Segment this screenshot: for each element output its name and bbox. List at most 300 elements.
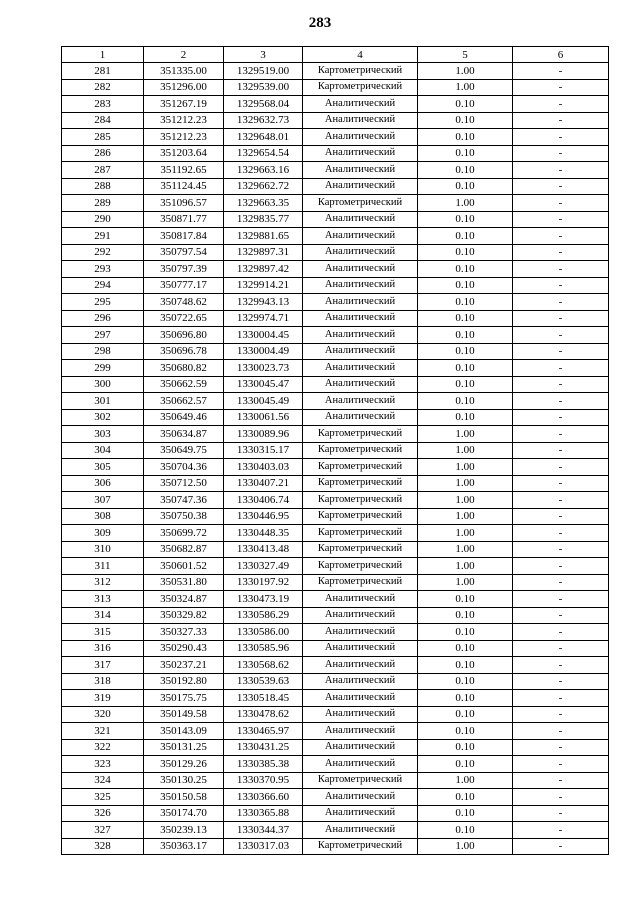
point-number-cell: 288	[62, 178, 144, 195]
table-row	[62, 789, 609, 806]
method-cell: Аналитический	[303, 409, 418, 426]
table-row	[62, 607, 609, 624]
y-coordinate-cell: 1330045.47	[224, 376, 303, 393]
point-number-cell: 298	[62, 343, 144, 360]
note-cell: -	[513, 376, 609, 393]
accuracy-cell: 1.00	[418, 838, 513, 855]
accuracy-cell: 1.00	[418, 541, 513, 558]
x-coordinate-cell: 350327.33	[144, 624, 224, 641]
note-cell: -	[513, 426, 609, 443]
x-coordinate-cell: 351296.00	[144, 79, 224, 96]
table-row	[62, 228, 609, 245]
x-coordinate-cell: 350712.50	[144, 475, 224, 492]
method-cell: Картометрический	[303, 63, 418, 80]
accuracy-cell: 1.00	[418, 492, 513, 509]
x-coordinate-cell: 350696.78	[144, 343, 224, 360]
method-cell: Аналитический	[303, 145, 418, 162]
note-cell: -	[513, 822, 609, 839]
note-cell: -	[513, 79, 609, 96]
note-cell: -	[513, 772, 609, 789]
x-coordinate-cell: 350649.75	[144, 442, 224, 459]
x-coordinate-cell: 350129.26	[144, 756, 224, 773]
method-cell: Аналитический	[303, 756, 418, 773]
y-coordinate-cell: 1329662.72	[224, 178, 303, 195]
y-coordinate-cell: 1330023.73	[224, 360, 303, 377]
method-cell: Аналитический	[303, 228, 418, 245]
y-coordinate-cell: 1330478.62	[224, 706, 303, 723]
note-cell: -	[513, 244, 609, 261]
note-cell: -	[513, 640, 609, 657]
table-row	[62, 426, 609, 443]
method-cell: Картометрический	[303, 541, 418, 558]
table-row	[62, 822, 609, 839]
method-cell: Аналитический	[303, 327, 418, 344]
point-number-cell: 285	[62, 129, 144, 146]
note-cell: -	[513, 723, 609, 740]
point-number-cell: 318	[62, 673, 144, 690]
x-coordinate-cell: 350750.38	[144, 508, 224, 525]
x-coordinate-cell: 350699.72	[144, 525, 224, 542]
note-cell: -	[513, 178, 609, 195]
point-number-cell: 314	[62, 607, 144, 624]
x-coordinate-cell: 350150.58	[144, 789, 224, 806]
x-coordinate-cell: 350634.87	[144, 426, 224, 443]
note-cell: -	[513, 310, 609, 327]
y-coordinate-cell: 1330317.03	[224, 838, 303, 855]
y-coordinate-cell: 1330539.63	[224, 673, 303, 690]
table-row	[62, 772, 609, 789]
point-number-cell: 311	[62, 558, 144, 575]
accuracy-cell: 0.10	[418, 277, 513, 294]
table-row	[62, 195, 609, 212]
coordinates-table	[61, 46, 609, 855]
table-row	[62, 690, 609, 707]
point-number-cell: 303	[62, 426, 144, 443]
x-coordinate-cell: 351124.45	[144, 178, 224, 195]
method-cell: Картометрический	[303, 195, 418, 212]
note-cell: -	[513, 492, 609, 509]
method-cell: Картометрический	[303, 772, 418, 789]
x-coordinate-cell: 351267.19	[144, 96, 224, 113]
point-number-cell: 301	[62, 393, 144, 410]
accuracy-cell: 0.10	[418, 640, 513, 657]
note-cell: -	[513, 195, 609, 212]
note-cell: -	[513, 838, 609, 855]
y-coordinate-cell: 1330327.49	[224, 558, 303, 575]
accuracy-cell: 0.10	[418, 805, 513, 822]
note-cell: -	[513, 739, 609, 756]
point-number-cell: 282	[62, 79, 144, 96]
point-number-cell: 300	[62, 376, 144, 393]
point-number-cell: 326	[62, 805, 144, 822]
method-cell: Аналитический	[303, 178, 418, 195]
y-coordinate-cell: 1330446.95	[224, 508, 303, 525]
y-coordinate-cell: 1330518.45	[224, 690, 303, 707]
point-number-cell: 299	[62, 360, 144, 377]
note-cell: -	[513, 789, 609, 806]
x-coordinate-cell: 350696.80	[144, 327, 224, 344]
x-coordinate-cell: 350531.80	[144, 574, 224, 591]
accuracy-cell: 0.10	[418, 211, 513, 228]
method-cell: Картометрический	[303, 508, 418, 525]
accuracy-cell: 1.00	[418, 459, 513, 476]
x-coordinate-cell: 350143.09	[144, 723, 224, 740]
table-row	[62, 63, 609, 80]
y-coordinate-cell: 1330406.74	[224, 492, 303, 509]
method-cell: Аналитический	[303, 162, 418, 179]
table-row	[62, 624, 609, 641]
table-row	[62, 409, 609, 426]
y-coordinate-cell: 1330586.29	[224, 607, 303, 624]
method-cell: Аналитический	[303, 129, 418, 146]
note-cell: -	[513, 442, 609, 459]
point-number-cell: 307	[62, 492, 144, 509]
note-cell: -	[513, 145, 609, 162]
accuracy-cell: 0.10	[418, 228, 513, 245]
method-cell: Аналитический	[303, 822, 418, 839]
x-coordinate-cell: 350682.87	[144, 541, 224, 558]
x-coordinate-cell: 350601.52	[144, 558, 224, 575]
y-coordinate-cell: 1330365.88	[224, 805, 303, 822]
accuracy-cell: 0.10	[418, 822, 513, 839]
point-number-cell: 317	[62, 657, 144, 674]
x-coordinate-cell: 350174.70	[144, 805, 224, 822]
table-row	[62, 739, 609, 756]
accuracy-cell: 1.00	[418, 525, 513, 542]
x-coordinate-cell: 350704.36	[144, 459, 224, 476]
method-cell: Картометрический	[303, 558, 418, 575]
table-row	[62, 112, 609, 129]
point-number-cell: 328	[62, 838, 144, 855]
note-cell: -	[513, 525, 609, 542]
column-header: 5	[418, 47, 513, 63]
y-coordinate-cell: 1330061.56	[224, 409, 303, 426]
table-row	[62, 211, 609, 228]
note-cell: -	[513, 261, 609, 278]
point-number-cell: 295	[62, 294, 144, 311]
x-coordinate-cell: 350649.46	[144, 409, 224, 426]
method-cell: Аналитический	[303, 211, 418, 228]
table-body	[62, 63, 609, 855]
x-coordinate-cell: 350748.62	[144, 294, 224, 311]
accuracy-cell: 1.00	[418, 442, 513, 459]
note-cell: -	[513, 63, 609, 80]
note-cell: -	[513, 294, 609, 311]
x-coordinate-cell: 350363.17	[144, 838, 224, 855]
method-cell: Аналитический	[303, 690, 418, 707]
note-cell: -	[513, 112, 609, 129]
x-coordinate-cell: 350797.54	[144, 244, 224, 261]
point-number-cell: 324	[62, 772, 144, 789]
method-cell: Аналитический	[303, 607, 418, 624]
table-row	[62, 261, 609, 278]
column-header: 1	[62, 47, 144, 63]
x-coordinate-cell: 350680.82	[144, 360, 224, 377]
accuracy-cell: 0.10	[418, 739, 513, 756]
accuracy-cell: 1.00	[418, 63, 513, 80]
method-cell: Аналитический	[303, 805, 418, 822]
y-coordinate-cell: 1329648.01	[224, 129, 303, 146]
point-number-cell: 305	[62, 459, 144, 476]
note-cell: -	[513, 706, 609, 723]
point-number-cell: 316	[62, 640, 144, 657]
point-number-cell: 321	[62, 723, 144, 740]
method-cell: Аналитический	[303, 360, 418, 377]
accuracy-cell: 0.10	[418, 690, 513, 707]
y-coordinate-cell: 1330315.17	[224, 442, 303, 459]
table-header-row	[62, 47, 609, 63]
method-cell: Картометрический	[303, 79, 418, 96]
accuracy-cell: 1.00	[418, 772, 513, 789]
table-row	[62, 525, 609, 542]
y-coordinate-cell: 1329943.13	[224, 294, 303, 311]
y-coordinate-cell: 1330370.95	[224, 772, 303, 789]
method-cell: Аналитический	[303, 624, 418, 641]
method-cell: Аналитический	[303, 376, 418, 393]
x-coordinate-cell: 350175.75	[144, 690, 224, 707]
x-coordinate-cell: 351096.57	[144, 195, 224, 212]
table-row	[62, 838, 609, 855]
note-cell: -	[513, 805, 609, 822]
table-row	[62, 178, 609, 195]
y-coordinate-cell: 1330197.92	[224, 574, 303, 591]
note-cell: -	[513, 360, 609, 377]
note-cell: -	[513, 657, 609, 674]
table-row	[62, 508, 609, 525]
table-row	[62, 310, 609, 327]
method-cell: Аналитический	[303, 789, 418, 806]
method-cell: Аналитический	[303, 657, 418, 674]
y-coordinate-cell: 1330465.97	[224, 723, 303, 740]
table-row	[62, 376, 609, 393]
point-number-cell: 281	[62, 63, 144, 80]
x-coordinate-cell: 351212.23	[144, 129, 224, 146]
note-cell: -	[513, 393, 609, 410]
y-coordinate-cell: 1330045.49	[224, 393, 303, 410]
y-coordinate-cell: 1330413.48	[224, 541, 303, 558]
point-number-cell: 283	[62, 96, 144, 113]
method-cell: Аналитический	[303, 591, 418, 608]
y-coordinate-cell: 1330089.96	[224, 426, 303, 443]
accuracy-cell: 0.10	[418, 129, 513, 146]
point-number-cell: 320	[62, 706, 144, 723]
point-number-cell: 293	[62, 261, 144, 278]
y-coordinate-cell: 1330473.19	[224, 591, 303, 608]
method-cell: Картометрический	[303, 426, 418, 443]
table-row	[62, 574, 609, 591]
y-coordinate-cell: 1330585.96	[224, 640, 303, 657]
y-coordinate-cell: 1329914.21	[224, 277, 303, 294]
accuracy-cell: 0.10	[418, 178, 513, 195]
accuracy-cell: 0.10	[418, 789, 513, 806]
method-cell: Картометрический	[303, 525, 418, 542]
y-coordinate-cell: 1330366.60	[224, 789, 303, 806]
accuracy-cell: 0.10	[418, 393, 513, 410]
y-coordinate-cell: 1329835.77	[224, 211, 303, 228]
column-header: 6	[513, 47, 609, 63]
point-number-cell: 322	[62, 739, 144, 756]
point-number-cell: 289	[62, 195, 144, 212]
note-cell: -	[513, 624, 609, 641]
y-coordinate-cell: 1330004.45	[224, 327, 303, 344]
accuracy-cell: 0.10	[418, 673, 513, 690]
note-cell: -	[513, 343, 609, 360]
accuracy-cell: 0.10	[418, 112, 513, 129]
x-coordinate-cell: 351335.00	[144, 63, 224, 80]
method-cell: Аналитический	[303, 261, 418, 278]
table-row	[62, 706, 609, 723]
y-coordinate-cell: 1330385.38	[224, 756, 303, 773]
table-row	[62, 145, 609, 162]
note-cell: -	[513, 591, 609, 608]
x-coordinate-cell: 350662.57	[144, 393, 224, 410]
method-cell: Аналитический	[303, 640, 418, 657]
column-header: 4	[303, 47, 418, 63]
method-cell: Аналитический	[303, 343, 418, 360]
note-cell: -	[513, 607, 609, 624]
accuracy-cell: 0.10	[418, 607, 513, 624]
accuracy-cell: 0.10	[418, 162, 513, 179]
table-row	[62, 673, 609, 690]
method-cell: Аналитический	[303, 706, 418, 723]
accuracy-cell: 1.00	[418, 195, 513, 212]
x-coordinate-cell: 350131.25	[144, 739, 224, 756]
method-cell: Картометрический	[303, 459, 418, 476]
accuracy-cell: 1.00	[418, 475, 513, 492]
table-row	[62, 393, 609, 410]
accuracy-cell: 0.10	[418, 244, 513, 261]
point-number-cell: 306	[62, 475, 144, 492]
method-cell: Аналитический	[303, 673, 418, 690]
table-row	[62, 294, 609, 311]
point-number-cell: 291	[62, 228, 144, 245]
method-cell: Аналитический	[303, 112, 418, 129]
note-cell: -	[513, 541, 609, 558]
point-number-cell: 290	[62, 211, 144, 228]
table-row	[62, 277, 609, 294]
x-coordinate-cell: 350722.65	[144, 310, 224, 327]
y-coordinate-cell: 1329663.16	[224, 162, 303, 179]
table-row	[62, 805, 609, 822]
method-cell: Аналитический	[303, 277, 418, 294]
accuracy-cell: 1.00	[418, 508, 513, 525]
method-cell: Картометрический	[303, 492, 418, 509]
note-cell: -	[513, 756, 609, 773]
table-row	[62, 541, 609, 558]
y-coordinate-cell: 1329663.35	[224, 195, 303, 212]
point-number-cell: 292	[62, 244, 144, 261]
table-row	[62, 327, 609, 344]
note-cell: -	[513, 673, 609, 690]
point-number-cell: 319	[62, 690, 144, 707]
y-coordinate-cell: 1330004.49	[224, 343, 303, 360]
y-coordinate-cell: 1330403.03	[224, 459, 303, 476]
y-coordinate-cell: 1330407.21	[224, 475, 303, 492]
x-coordinate-cell: 350662.59	[144, 376, 224, 393]
note-cell: -	[513, 558, 609, 575]
accuracy-cell: 0.10	[418, 327, 513, 344]
method-cell: Картометрический	[303, 442, 418, 459]
note-cell: -	[513, 475, 609, 492]
y-coordinate-cell: 1330586.00	[224, 624, 303, 641]
x-coordinate-cell: 350817.84	[144, 228, 224, 245]
method-cell: Картометрический	[303, 574, 418, 591]
y-coordinate-cell: 1329568.04	[224, 96, 303, 113]
note-cell: -	[513, 327, 609, 344]
point-number-cell: 308	[62, 508, 144, 525]
y-coordinate-cell: 1329881.65	[224, 228, 303, 245]
point-number-cell: 325	[62, 789, 144, 806]
method-cell: Аналитический	[303, 96, 418, 113]
table-row	[62, 343, 609, 360]
point-number-cell: 309	[62, 525, 144, 542]
point-number-cell: 315	[62, 624, 144, 641]
table-row	[62, 492, 609, 509]
table-row	[62, 756, 609, 773]
point-number-cell: 312	[62, 574, 144, 591]
x-coordinate-cell: 350747.36	[144, 492, 224, 509]
note-cell: -	[513, 162, 609, 179]
point-number-cell: 294	[62, 277, 144, 294]
point-number-cell: 323	[62, 756, 144, 773]
point-number-cell: 296	[62, 310, 144, 327]
note-cell: -	[513, 508, 609, 525]
table-row	[62, 162, 609, 179]
accuracy-cell: 0.10	[418, 145, 513, 162]
table-row	[62, 79, 609, 96]
point-number-cell: 284	[62, 112, 144, 129]
column-header: 3	[224, 47, 303, 63]
accuracy-cell: 1.00	[418, 574, 513, 591]
accuracy-cell: 0.10	[418, 96, 513, 113]
accuracy-cell: 1.00	[418, 79, 513, 96]
x-coordinate-cell: 350797.39	[144, 261, 224, 278]
point-number-cell: 313	[62, 591, 144, 608]
x-coordinate-cell: 350130.25	[144, 772, 224, 789]
note-cell: -	[513, 409, 609, 426]
note-cell: -	[513, 211, 609, 228]
y-coordinate-cell: 1329897.42	[224, 261, 303, 278]
table-row	[62, 442, 609, 459]
method-cell: Картометрический	[303, 475, 418, 492]
table-row	[62, 360, 609, 377]
method-cell: Аналитический	[303, 739, 418, 756]
table-row	[62, 657, 609, 674]
y-coordinate-cell: 1329974.71	[224, 310, 303, 327]
accuracy-cell: 0.10	[418, 756, 513, 773]
accuracy-cell: 1.00	[418, 558, 513, 575]
x-coordinate-cell: 350149.58	[144, 706, 224, 723]
note-cell: -	[513, 228, 609, 245]
y-coordinate-cell: 1329632.73	[224, 112, 303, 129]
point-number-cell: 286	[62, 145, 144, 162]
table-row	[62, 723, 609, 740]
accuracy-cell: 0.10	[418, 310, 513, 327]
method-cell: Аналитический	[303, 310, 418, 327]
y-coordinate-cell: 1329539.00	[224, 79, 303, 96]
y-coordinate-cell: 1329519.00	[224, 63, 303, 80]
y-coordinate-cell: 1329897.31	[224, 244, 303, 261]
table-row	[62, 475, 609, 492]
note-cell: -	[513, 459, 609, 476]
method-cell: Аналитический	[303, 294, 418, 311]
y-coordinate-cell: 1330448.35	[224, 525, 303, 542]
x-coordinate-cell: 351212.23	[144, 112, 224, 129]
page-number: 283	[308, 15, 332, 31]
x-coordinate-cell: 351203.64	[144, 145, 224, 162]
x-coordinate-cell: 350239.13	[144, 822, 224, 839]
x-coordinate-cell: 350777.17	[144, 277, 224, 294]
